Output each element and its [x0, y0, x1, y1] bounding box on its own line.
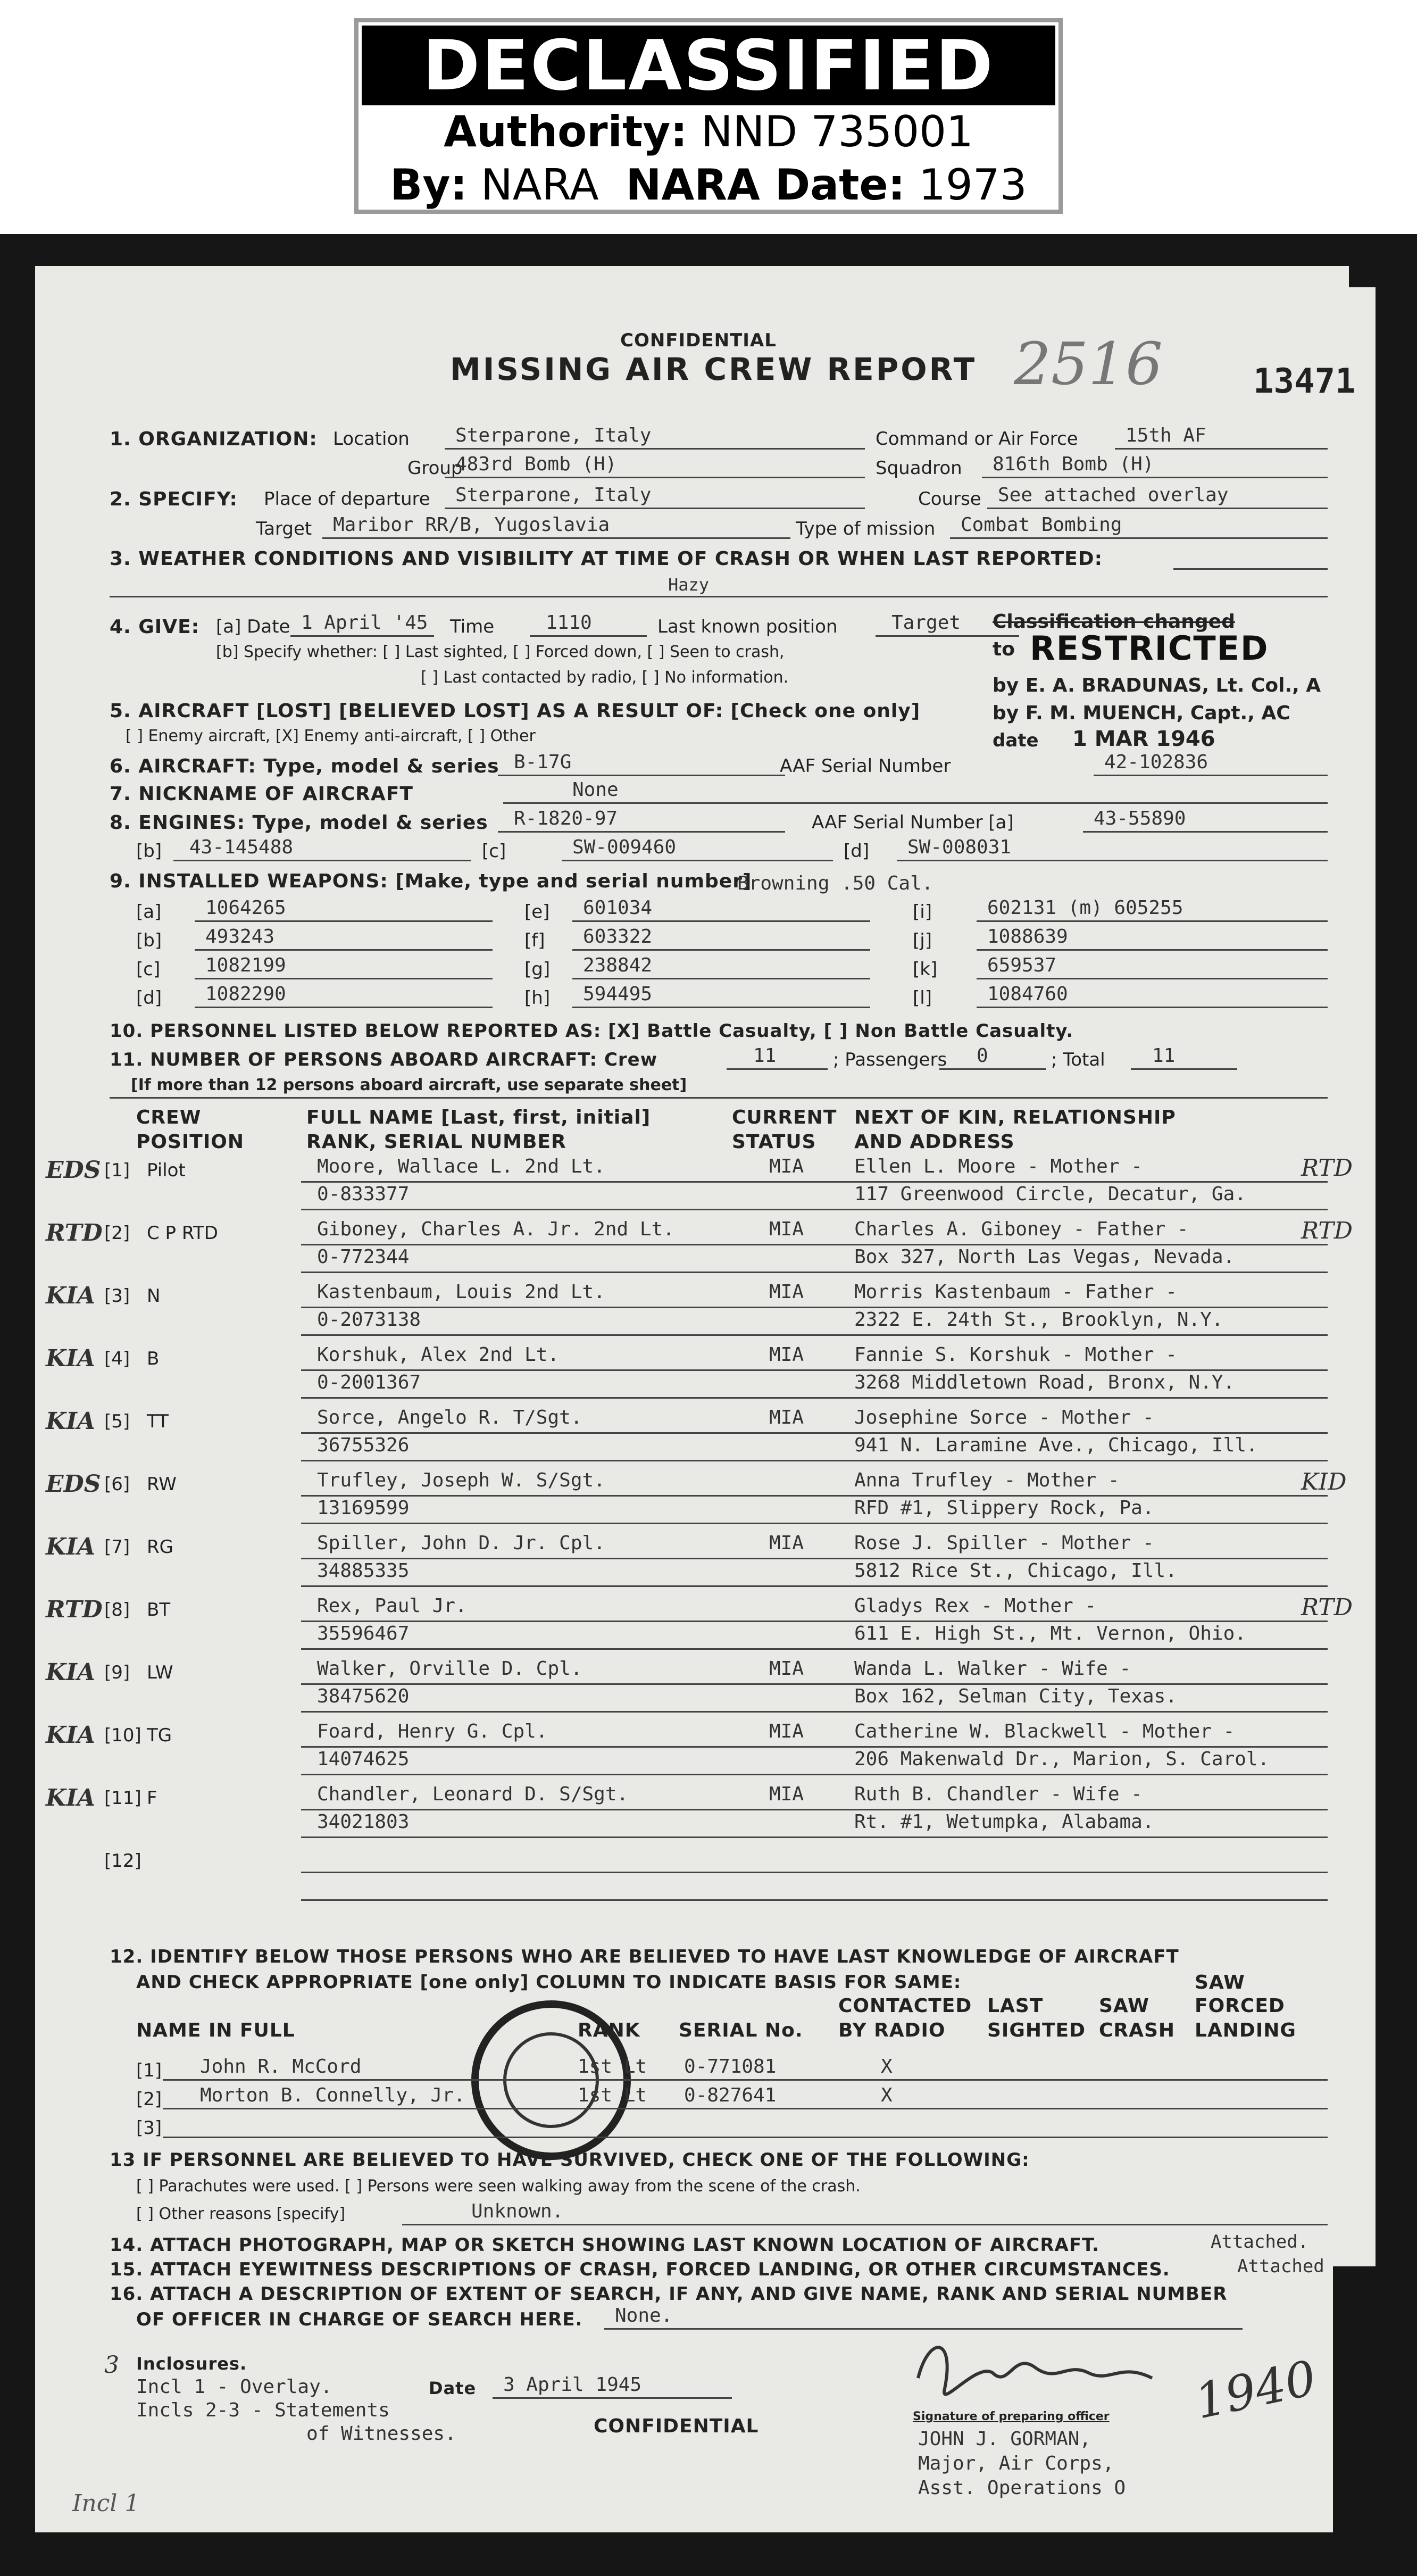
- crew-position: LW: [147, 1662, 173, 1683]
- crew-status: MIA: [769, 1156, 804, 1177]
- crew-status-mark: KIA: [46, 1784, 95, 1811]
- aircraft-type-label: 6. AIRCRAFT: Type, model & series: [110, 755, 499, 777]
- signature-caption: Signature of preparing officer: [913, 2410, 1110, 2423]
- col-sighted-h2: SIGHTED: [987, 2020, 1086, 2041]
- declassified-stamp: [354, 18, 1063, 214]
- crew-name: Chandler, Leonard D. S/Sgt.: [317, 1783, 629, 1805]
- weapon-serial: 594495: [583, 983, 653, 1005]
- weapon-serial: 493243: [205, 926, 275, 948]
- survived-line2: [ ] Parachutes were used. [ ] Persons were seen walking away from the scene of the crash.: [136, 2177, 861, 2196]
- crew-position: B: [147, 1348, 160, 1369]
- position-label: Last known position: [657, 616, 838, 637]
- witness-serial: 0-827641: [684, 2084, 777, 2106]
- search-value: None.: [615, 2305, 673, 2326]
- col-sighted-h1: LAST: [987, 1995, 1044, 2017]
- time-value: 1110: [546, 612, 592, 634]
- witness-num: [2]: [136, 2089, 162, 2110]
- crew-kin: Ellen L. Moore - Mother -: [854, 1156, 1143, 1177]
- engines-type-value: R-1820-97: [514, 808, 618, 829]
- crew-status-mark: KIA: [46, 1722, 95, 1749]
- specify-label: 2. SPECIFY:: [110, 488, 238, 510]
- crew-row-num: [6]: [104, 1474, 130, 1495]
- weapons-label: 9. INSTALLED WEAPONS: [Make, type and serial number]: [110, 870, 752, 892]
- weapon-serial: 1084760: [987, 983, 1068, 1005]
- crew-serial: 35596467: [317, 1623, 410, 1644]
- col-radio-h2: BY RADIO: [838, 2020, 946, 2041]
- crew-row-num: [5]: [104, 1411, 130, 1432]
- col-radio-h1: CONTACTED: [838, 1995, 972, 2017]
- squadron-label: Squadron: [876, 458, 962, 479]
- witness-radio-check: X: [881, 2084, 893, 2106]
- col-position-h1: CREW: [136, 1107, 202, 1128]
- crew-kin: Gladys Rex - Mother -: [854, 1595, 1097, 1617]
- weapons-make: Browning .50 Cal.: [737, 872, 933, 894]
- crew-name: Rex, Paul Jr.: [317, 1595, 467, 1617]
- weapon-serial: 1082199: [205, 954, 286, 976]
- crew-address: 3268 Middletown Road, Bronx, N.Y.: [854, 1372, 1235, 1393]
- footer-date-label: Date: [429, 2378, 477, 2398]
- witness-serial: 0-771081: [684, 2056, 777, 2078]
- crew-address: Box 162, Selman City, Texas.: [854, 1685, 1177, 1707]
- crew-note: RTD: [1301, 1217, 1353, 1244]
- specify-c-line: [ ] Last contacted by radio, [ ] No information.: [421, 668, 789, 687]
- search-line2: OF OFFICER IN CHARGE OF SEARCH HERE.: [136, 2309, 583, 2330]
- crew-row-num: [11]: [104, 1788, 141, 1809]
- command-label: Command or Air Force: [876, 428, 1078, 450]
- aircraft-lost-options: [ ] Enemy aircraft, [X] Enemy anti-aircraft, [ ] Other: [126, 727, 536, 745]
- identify-line1: 12. IDENTIFY BELOW THOSE PERSONS WHO ARE BELIEVED TO HAVE LAST KNOWLEDGE OF AIRCRAFT: [110, 1946, 1179, 1967]
- footer-date-value: 3 April 1945: [503, 2374, 642, 2396]
- weapon-key: [f]: [524, 930, 545, 951]
- nara-date-label: NARA Date:: [626, 160, 905, 210]
- col-name-in-full: NAME IN FULL: [136, 2020, 295, 2041]
- crew-note: KID: [1301, 1468, 1347, 1495]
- col-forced-h1: SAW: [1195, 1972, 1245, 1993]
- crew-name: Sorce, Angelo R. T/Sgt.: [317, 1407, 582, 1428]
- crew-position: Pilot: [147, 1160, 186, 1181]
- crew-row-num: [2]: [104, 1223, 130, 1244]
- weapon-key: [k]: [913, 959, 938, 980]
- col-status-h2: STATUS: [732, 1131, 816, 1153]
- weapon-serial: 601034: [583, 897, 653, 919]
- crew-note: RTD: [1301, 1594, 1353, 1621]
- target-label: Target: [256, 518, 312, 539]
- group-label: Group: [407, 458, 463, 479]
- weapon-key: [e]: [524, 901, 550, 923]
- weapon-serial: 1082290: [205, 983, 286, 1005]
- witness-name: Morton B. Connelly, Jr.: [200, 2084, 465, 2106]
- crew-status-mark: EDS: [46, 1157, 101, 1184]
- col-forced-h3: LANDING: [1195, 2020, 1296, 2041]
- crew-address: 941 N. Laramine Ave., Chicago, Ill.: [854, 1434, 1258, 1456]
- signer-title: Asst. Operations O: [918, 2477, 1126, 2499]
- crew-position: RG: [147, 1536, 173, 1558]
- crew-serial: 0-772344: [317, 1246, 410, 1268]
- weapon-serial: 602131 (m) 605255: [987, 897, 1183, 919]
- personnel-reported-label: 10. PERSONNEL LISTED BELOW REPORTED AS: [X] Battle Casualty, [ ] Non Battle Casualty.: [110, 1020, 1074, 1042]
- weapon-key: [a]: [136, 901, 162, 923]
- weapon-serial: 603322: [583, 926, 653, 948]
- weapon-key: [g]: [524, 959, 551, 980]
- time-label: Time: [450, 616, 495, 637]
- by-label: By:: [390, 160, 468, 210]
- crew-kin: Anna Trufley - Mother -: [854, 1469, 1120, 1491]
- crew-status-mark: KIA: [46, 1533, 95, 1560]
- engine-b-label: [b]: [136, 841, 162, 862]
- by-line: [359, 159, 1058, 212]
- crew-status: MIA: [769, 1658, 804, 1680]
- passengers-label: ; Passengers: [833, 1049, 947, 1070]
- incl1: Incl 1 - Overlay.: [136, 2376, 332, 2398]
- passengers-count: 0: [977, 1045, 988, 1067]
- engine-c-value: SW-009460: [572, 836, 677, 858]
- signer-name: JOHN J. GORMAN,: [918, 2428, 1091, 2450]
- crew-serial: 0-2001367: [317, 1372, 421, 1393]
- crew-kin: Ruth B. Chandler - Wife -: [854, 1783, 1143, 1805]
- crew-name: Foard, Henry G. Cpl.: [317, 1721, 548, 1742]
- footer-mark: 3: [104, 2351, 119, 2379]
- nickname-label: 7. NICKNAME OF AIRCRAFT: [110, 783, 413, 805]
- crew-position: F: [147, 1788, 157, 1809]
- col-forced-h2: FORCED: [1195, 1995, 1285, 2017]
- confidential-header: CONFIDENTIAL: [620, 330, 777, 351]
- scanned-document: [0, 234, 1417, 2576]
- course-value: See attached overlay: [998, 484, 1229, 506]
- crew-address: RFD #1, Slippery Rock, Pa.: [854, 1497, 1154, 1519]
- restricted-stamp: RESTRICTED: [1030, 629, 1269, 668]
- col-status-h1: CURRENT: [732, 1107, 837, 1128]
- persons-aboard-note: [If more than 12 persons aboard aircraft, use separate sheet]: [131, 1076, 687, 1094]
- witness-num: [3]: [136, 2117, 162, 2139]
- crew-name: Moore, Wallace L. 2nd Lt.: [317, 1156, 605, 1177]
- course-label: Course: [918, 488, 981, 510]
- crew-status-mark: KIA: [46, 1345, 95, 1372]
- weapon-key: [d]: [136, 987, 162, 1009]
- weapon-key: [l]: [913, 987, 932, 1009]
- weapon-serial: 1064265: [205, 897, 286, 919]
- crew-row-num: [3]: [104, 1285, 130, 1307]
- crew-address: 611 E. High St., Mt. Vernon, Ohio.: [854, 1623, 1246, 1644]
- persons-aboard-label: 11. NUMBER OF PERSONS ABOARD AIRCRAFT: Crew: [110, 1049, 658, 1070]
- crew-name: Kastenbaum, Louis 2nd Lt.: [317, 1281, 605, 1303]
- crew-note: RTD: [1301, 1154, 1353, 1182]
- squadron-value: 816th Bomb (H): [993, 453, 1154, 475]
- crew-status: MIA: [769, 1721, 804, 1742]
- weapon-serial: 659537: [987, 954, 1057, 976]
- crew-kin: Morris Kastenbaum - Father -: [854, 1281, 1177, 1303]
- crew-status: MIA: [769, 1407, 804, 1428]
- attach-eyewitness-label: 15. ATTACH EYEWITNESS DESCRIPTIONS OF CRASH, FORCED LANDING, OR OTHER CIRCUMSTANCES.: [110, 2259, 1170, 2280]
- crew-serial: 38475620: [317, 1685, 410, 1707]
- attach-photo-value: Attached.: [1211, 2231, 1309, 2253]
- incl3: of Witnesses.: [306, 2423, 456, 2445]
- witness-rank: 1st Lt: [578, 2056, 647, 2078]
- crew-name: Walker, Orville D. Cpl.: [317, 1658, 582, 1680]
- crew-row-num: [10]: [104, 1725, 141, 1746]
- reclass-date: 1 MAR 1946: [1072, 727, 1215, 751]
- crew-kin: Wanda L. Walker - Wife -: [854, 1658, 1131, 1680]
- crew-count: 11: [753, 1045, 777, 1067]
- handwritten-year: 1940: [1190, 2350, 1321, 2430]
- reclass-to: to: [993, 638, 1015, 660]
- nickname-value: None: [572, 779, 619, 801]
- weapon-key: [c]: [136, 959, 161, 980]
- incl2: Incls 2-3 - Statements: [136, 2399, 390, 2421]
- crew-address: 206 Makenwald Dr., Marion, S. Carol.: [854, 1748, 1270, 1770]
- signer-rank: Major, Air Corps,: [918, 2453, 1114, 2474]
- search-line1: 16. ATTACH A DESCRIPTION OF EXTENT OF SEARCH, IF ANY, AND GIVE NAME, RANK AND SERIAL NUMBER: [110, 2283, 1228, 2305]
- attach-photo-label: 14. ATTACH PHOTOGRAPH, MAP OR SKETCH SHOWING LAST KNOWN LOCATION OF AIRCRAFT.: [110, 2234, 1099, 2256]
- authority-line: [359, 105, 1058, 159]
- reclass-line3: by E. A. BRADUNAS, Lt. Col., A: [993, 675, 1321, 696]
- engines-serial-label: AAF Serial Number [a]: [812, 812, 1014, 833]
- aircraft-lost-label: 5. AIRCRAFT [LOST] [BELIEVED LOST] AS A RESULT OF: [Check one only]: [110, 700, 921, 722]
- weather-value: Hazy: [668, 575, 710, 595]
- weapon-key: [j]: [913, 930, 932, 951]
- authority-value: NND 735001: [701, 107, 973, 156]
- reclass-date-label: date: [993, 730, 1039, 751]
- signature-icon: [897, 2330, 1195, 2415]
- aircraft-type-value: B-17G: [514, 751, 572, 773]
- torn-edge: [1333, 2266, 1376, 2532]
- col-crash-h2: CRASH: [1099, 2020, 1176, 2041]
- by-value: NARA: [480, 160, 599, 210]
- crew-serial: 13169599: [317, 1497, 410, 1519]
- target-value: Maribor RR/B, Yugoslavia: [333, 514, 610, 536]
- declassified-title: DECLASSIFIED: [362, 26, 1055, 105]
- crew-row-num: [4]: [104, 1348, 130, 1369]
- crew-status-mark: KIA: [46, 1408, 95, 1435]
- weapon-serial: 1088639: [987, 926, 1068, 948]
- position-value: Target: [891, 612, 961, 634]
- crew-position: BT: [147, 1599, 171, 1621]
- crew-status: MIA: [769, 1218, 804, 1240]
- col-kin-h1: NEXT OF KIN, RELATIONSHIP: [854, 1107, 1176, 1128]
- mission-value: Combat Bombing: [961, 514, 1122, 536]
- crew-address: 5812 Rice St., Chicago, Ill.: [854, 1560, 1177, 1582]
- weapon-serial: 238842: [583, 954, 653, 976]
- crew-serial: 34885335: [317, 1560, 410, 1582]
- weapon-key: [b]: [136, 930, 162, 951]
- witness-num: [1]: [136, 2060, 162, 2081]
- crew-position: RW: [147, 1474, 177, 1495]
- crew-address: Rt. #1, Wetumpka, Alabama.: [854, 1811, 1154, 1833]
- crew-position: TT: [147, 1411, 169, 1432]
- crew-row-num: [8]: [104, 1599, 130, 1621]
- location-label: Location: [333, 428, 410, 450]
- org-label: 1. ORGANIZATION:: [110, 428, 318, 450]
- crew-kin: Josephine Sorce - Mother -: [854, 1407, 1154, 1428]
- crew-kin: Fannie S. Korshuk - Mother -: [854, 1344, 1177, 1366]
- group-value: 483rd Bomb (H): [455, 453, 617, 475]
- crew-kin: Rose J. Spiller - Mother -: [854, 1532, 1154, 1554]
- crew-position: N: [147, 1285, 161, 1307]
- total-label: ; Total: [1051, 1049, 1105, 1070]
- attach-eyewitness-value: Attached: [1237, 2256, 1324, 2277]
- handwritten-incl: Incl 1: [72, 2490, 140, 2517]
- witness-name: John R. McCord: [200, 2056, 362, 2078]
- location-value: Sterparone, Italy: [455, 425, 652, 446]
- survived-label: 13 IF PERSONNEL ARE BELIEVED TO HAVE SURVIVED, CHECK ONE OF THE FOLLOWING:: [110, 2149, 1030, 2171]
- engine-c-label: [c]: [482, 841, 506, 862]
- crew-position: TG: [147, 1725, 172, 1746]
- authority-label: Authority:: [444, 107, 688, 156]
- mission-label: Type of mission: [796, 518, 936, 539]
- crew-status-mark: EDS: [46, 1470, 101, 1498]
- col-kin-h2: AND ADDRESS: [854, 1131, 1015, 1153]
- weapon-key: [h]: [524, 987, 551, 1009]
- col-crash-h1: SAW: [1099, 1995, 1149, 2017]
- crew-row-num: [7]: [104, 1536, 130, 1558]
- crew-status-mark: RTD: [46, 1219, 103, 1247]
- aircraft-serial-label: AAF Serial Number: [780, 755, 951, 777]
- survived-other-value: Unknown.: [471, 2200, 564, 2222]
- crew-status: MIA: [769, 1281, 804, 1303]
- crew-address: Box 327, North Las Vegas, Nevada.: [854, 1246, 1235, 1268]
- crew-status-mark: KIA: [46, 1282, 95, 1309]
- survived-other-label: [ ] Other reasons [specify]: [136, 2205, 346, 2223]
- handwritten-number: 2516: [1014, 330, 1163, 398]
- nara-date-value: 1973: [919, 160, 1027, 210]
- crew-status: MIA: [769, 1344, 804, 1366]
- engines-label: 8. ENGINES: Type, model & series: [110, 812, 488, 834]
- crew-address: 117 Greenwood Circle, Decatur, Ga.: [854, 1183, 1246, 1205]
- crew-position: C P RTD: [147, 1223, 218, 1244]
- reclass-line4: by F. M. MUENCH, Capt., AC: [993, 702, 1290, 724]
- crew-kin: Charles A. Giboney - Father -: [854, 1218, 1189, 1240]
- crew-row-num: [12]: [104, 1850, 141, 1872]
- weather-label: 3. WEATHER CONDITIONS AND VISIBILITY AT TIME OF CRASH OR WHEN LAST REPORTED:: [110, 548, 1103, 570]
- crew-name: Spiller, John D. Jr. Cpl.: [317, 1532, 605, 1554]
- total-count: 11: [1152, 1045, 1176, 1067]
- col-name-h2: RANK, SERIAL NUMBER: [306, 1131, 566, 1153]
- crew-name: Korshuk, Alex 2nd Lt.: [317, 1344, 560, 1366]
- crew-status-mark: KIA: [46, 1659, 95, 1686]
- crew-serial: 0-2073138: [317, 1309, 421, 1331]
- crew-row-num: [1]: [104, 1160, 130, 1181]
- crew-address: 2322 E. 24th St., Brooklyn, N.Y.: [854, 1309, 1223, 1331]
- aircraft-serial-value: 42-102836: [1104, 751, 1208, 773]
- footer-confidential: CONFIDENTIAL: [594, 2415, 759, 2437]
- crew-name: Giboney, Charles A. Jr. 2nd Lt.: [317, 1218, 674, 1240]
- crew-kin: Catherine W. Blackwell - Mother -: [854, 1721, 1235, 1742]
- crew-serial: 34021803: [317, 1811, 410, 1833]
- specify-b-line: [b] Specify whether: [ ] Last sighted, [ ] Forced down, [ ] Seen to crash,: [216, 643, 785, 661]
- departure-label: Place of departure: [264, 488, 430, 510]
- identify-line2: AND CHECK APPROPRIATE [one only] COLUMN TO INDICATE BASIS FOR SAME:: [136, 1972, 962, 1993]
- engine-d-value: SW-008031: [907, 836, 1012, 858]
- crew-status: MIA: [769, 1532, 804, 1554]
- crew-serial: 36755326: [317, 1434, 410, 1456]
- crew-serial: 0-833377: [317, 1183, 410, 1205]
- witness-radio-check: X: [881, 2056, 893, 2078]
- col-name-h1: FULL NAME [Last, first, initial]: [306, 1107, 651, 1128]
- date-value: 1 April '45: [301, 612, 428, 634]
- departure-value: Sterparone, Italy: [455, 484, 652, 506]
- weapon-key: [i]: [913, 901, 932, 923]
- give-label: 4. GIVE:: [110, 616, 200, 638]
- reclass-line1: Classification changed: [993, 611, 1235, 633]
- witness-rank: 1st Lt: [578, 2084, 647, 2106]
- crew-status-mark: RTD: [46, 1596, 103, 1623]
- date-label: [a] Date: [216, 616, 290, 637]
- col-serial-no: SERIAL No.: [679, 2020, 803, 2041]
- engine-a-value: 43-55890: [1094, 808, 1186, 829]
- report-number: 13471: [1253, 362, 1356, 401]
- engine-d-label: [d]: [844, 841, 870, 862]
- inclosures-label: Inclosures.: [136, 2354, 247, 2374]
- engine-b-value: 43-145488: [189, 836, 294, 858]
- crew-status: MIA: [769, 1783, 804, 1805]
- report-page: [35, 266, 1376, 2532]
- col-position-h2: POSITION: [136, 1131, 244, 1153]
- report-title: MISSING AIR CREW REPORT: [450, 351, 977, 387]
- col-rank: RANK: [578, 2020, 640, 2041]
- crew-row-num: [9]: [104, 1662, 130, 1683]
- crew-name: Trufley, Joseph W. S/Sgt.: [317, 1469, 605, 1491]
- command-value: 15th AF: [1126, 425, 1206, 446]
- crew-serial: 14074625: [317, 1748, 410, 1770]
